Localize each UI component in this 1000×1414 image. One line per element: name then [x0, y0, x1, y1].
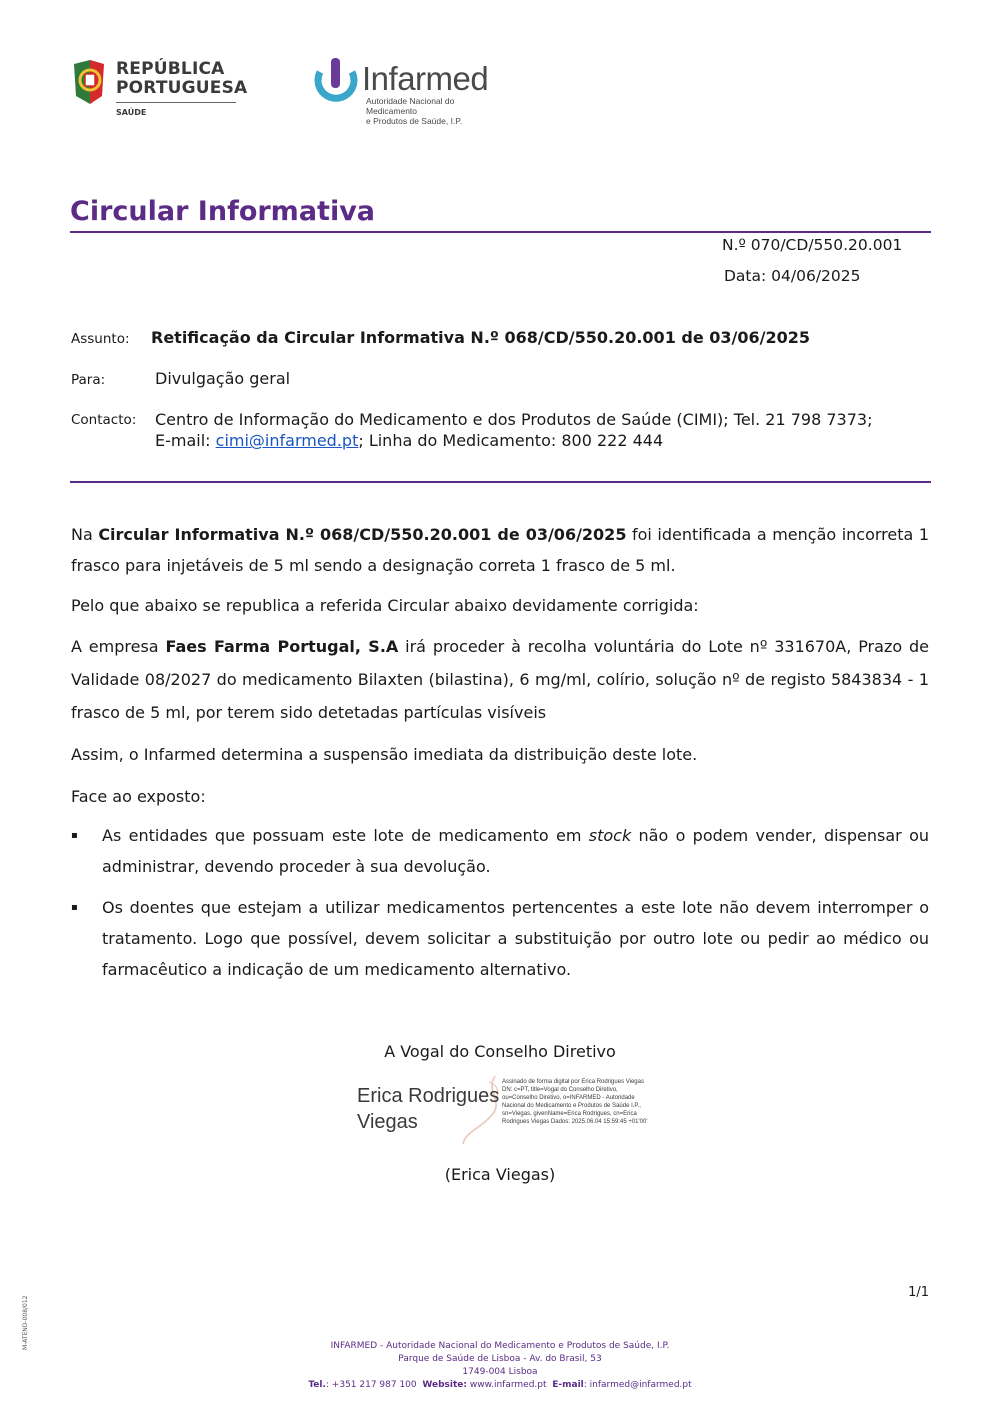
portuguese-coat-of-arms-icon	[70, 58, 108, 106]
header-divider	[70, 481, 931, 483]
saude-label: SAÚDE	[116, 108, 147, 117]
republica-portuguesa-text: REPÚBLICA PORTUGUESA	[116, 59, 248, 98]
document-title: Circular Informativa	[70, 196, 376, 227]
bullet-1-text: As entidades que possuam este lote de medicamento em stock não o podem vender, dispensar ou administrar, devendo proceder à sua devolução.	[102, 826, 930, 876]
title-divider	[70, 231, 931, 233]
page-number: 1/1	[908, 1285, 929, 1300]
digital-signature-details: Assinado de forma digital por Erica Rodrigues Viegas DN: c=PT, title=Vogal do Conselho Diretivo, ou=Conselho Diretivo, o=INFARMED - Autoridade Nacional do Medicamento e Produtos de Saúde I.P., sn=Viegas, givenName=Erica Rodrigues, cn=Erica Rodrigues Viegas Dados: 2025.06.04 15:59:45 +01'00'	[502, 1079, 648, 1125]
assunto-label: Assunto:	[71, 331, 130, 347]
footer	[250, 1340, 750, 1392]
paragraph-2: Pelo que abaixo se republica a referida Circular abaixo devidamente corrigida:	[71, 596, 699, 615]
form-code: M-ATEND-008/012	[22, 1295, 29, 1350]
bullet-marker: ▪	[71, 830, 78, 841]
footer-email[interactable]: : infarmed@infarmed.pt	[583, 1380, 692, 1390]
bullet-2-text: Os doentes que estejam a utilizar medicamentos pertencentes a este lote não devem interromper o tratamento. Logo que possível, devem solicitar a substituição por outro lote ou pedir ao médico ou farmacêutico a indicação de um medicamento alternativo.	[102, 898, 929, 979]
contacto-value	[155, 409, 872, 451]
infarmed-tagline: Autoridade Nacional do Medicamento e Produtos de Saúde, I.P.	[366, 96, 463, 126]
infarmed-wordmark: Infarmed	[362, 60, 489, 97]
republica-portuguesa-logo	[70, 56, 250, 122]
footer-line-2: Parque de Saúde de Lisboa - Av. do Brasil, 53	[398, 1354, 602, 1364]
footer-website[interactable]: www.infarmed.pt	[466, 1380, 547, 1390]
para-label: Para:	[71, 372, 106, 388]
email-link[interactable]: cimi@infarmed.pt	[215, 431, 359, 450]
infarmed-mark-icon	[314, 58, 358, 106]
document-date: Data: 04/06/2025	[724, 267, 861, 285]
contacto-line-1: Centro de Informação do Medicamento e dos Produtos de Saúde (CIMI); Tel. 21 798 7373;	[155, 410, 873, 429]
contacto-label: Contacto:	[71, 412, 137, 428]
footer-line-3: 1749-004 Lisboa	[462, 1367, 538, 1377]
signatory-printed-name: (Erica Viegas)	[444, 1165, 556, 1184]
infarmed-logo	[314, 58, 504, 126]
footer-line-1: INFARMED - Autoridade Nacional do Medicamento e Produtos de Saúde, I.P.	[330, 1341, 670, 1351]
document-number: N.º 070/CD/550.20.001	[722, 236, 903, 254]
assunto-value: Retificação da Circular Informativa N.º 068/CD/550.20.001 de 03/06/2025	[151, 328, 811, 347]
contacto-line-2: E-mail: cimi@infarmed.pt; Linha do Medicamento: 800 222 444	[155, 431, 664, 450]
paragraph-5: Face ao exposto:	[71, 787, 206, 806]
paragraph-3: A empresa Faes Farma Portugal, S.A irá proceder à recolha voluntária do Lote nº 331670A, Prazo de Validade 08/2027 do medicamento Bilaxten (bilastina), 6 mg/ml, colírio, solução nº de registo 5843834 - 1 frasco de 5 ml, por terem sido detetadas partículas visíveis	[71, 637, 929, 722]
para-value: Divulgação geral	[155, 369, 291, 388]
bullet-marker: ▪	[71, 902, 78, 913]
logo-divider	[116, 102, 236, 103]
footer-contacts: Tel.: +351 217 987 100 Website: www.infarmed.pt E-mail: infarmed@infarmed.pt	[308, 1380, 692, 1390]
digital-signature-name: Erica Rodrigues Viegas	[357, 1085, 500, 1133]
paragraph-4: Assim, o Infarmed determina a suspensão imediata da distribuição deste lote.	[71, 745, 698, 764]
paragraph-1: Na Circular Informativa N.º 068/CD/550.20.001 de 03/06/2025 foi identificada a menção incorreta 1 frasco para injetáveis de 5 ml sendo a designação correta 1 frasco de 5 ml.	[71, 525, 930, 575]
signatory-role: A Vogal do Conselho Diretivo	[384, 1042, 616, 1061]
